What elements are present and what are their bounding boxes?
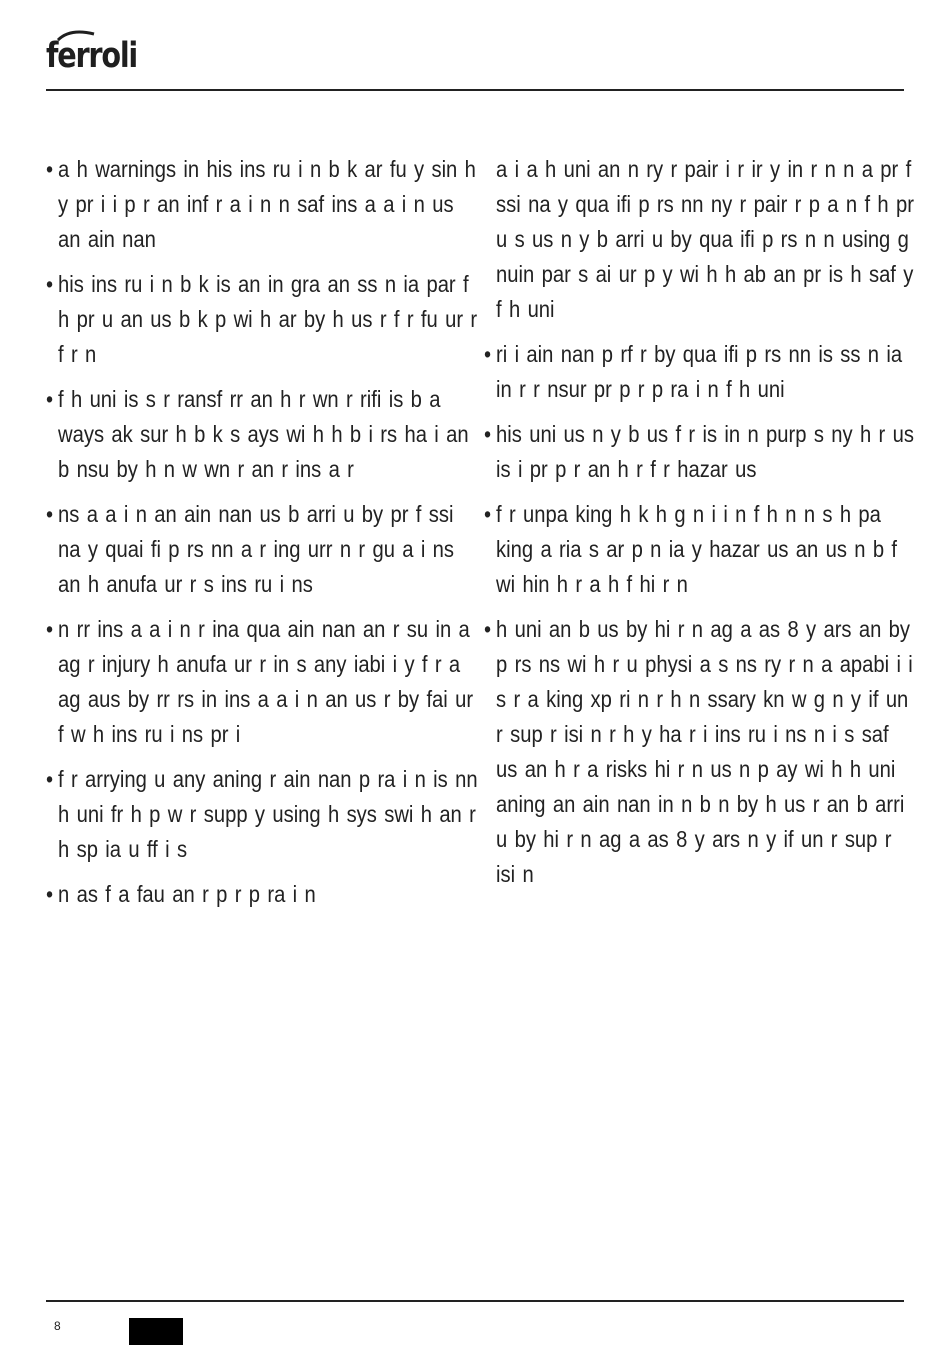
brand-logo <box>46 28 146 80</box>
bullet-icon: • <box>484 501 492 527</box>
bullet-icon: • <box>46 501 54 527</box>
bullet-icon: • <box>46 271 54 297</box>
list-item-text: ns a a i n an ain nan us b arri u by pr f ssi na y quai fi p rs nn a r ing urr n r gu a i ns an h anufa ur r s ins ru i ns <box>58 501 455 597</box>
list-item <box>46 612 478 752</box>
list-item <box>46 877 478 912</box>
list-item <box>46 382 478 487</box>
list-item <box>484 497 916 602</box>
right-column <box>484 152 914 902</box>
list-item <box>484 417 916 487</box>
list-item <box>46 267 478 372</box>
bullet-icon: • <box>484 341 492 367</box>
list-item-text: a i a h uni an n ry r pair i r ir y in r n n a pr f ssi na y qua ifi p rs nn ny r pair r p a n f h pr u s us n y b arri u by qua ifi p rs n n using g nuin par s ai ur p y wi h h ab an pr is h saf y f h uni <box>496 156 914 322</box>
bullet-icon: • <box>46 156 54 182</box>
list-item-text: n as f a fau an r p r p ra i n <box>58 881 316 907</box>
list-item-text: f r unpa king h k h g n i i n f h n n s h pa king a ria s ar p n ia y hazar us an us n b f wi hin h r a h f hi r n <box>496 501 898 597</box>
list-item-text: a h warnings in his ins ru i n b k ar fu y sin h y pr i i p r an inf r a i n n saf ins a a i n us an ain nan <box>58 156 476 252</box>
footer-black-block <box>129 1318 183 1345</box>
bullet-icon: • <box>46 881 54 907</box>
list-item <box>46 497 478 602</box>
list-item-text: his uni us n y b us f r is in n purp s ny h r us is i pr p r an h r f r hazar us <box>496 421 914 482</box>
list-item <box>484 612 916 892</box>
bullet-icon: • <box>46 386 54 412</box>
list-item <box>46 152 478 257</box>
footer-divider <box>46 1300 904 1302</box>
brand-name: ferroli <box>46 36 138 76</box>
list-item-text: f h uni is s r ransf rr an h r wn r rifi is b a ways ak sur h b k s ays wi h h b i rs ha i an b nsu by h n w wn r an r ins a r <box>58 386 469 482</box>
list-item <box>46 762 478 867</box>
bullet-icon: • <box>484 421 492 447</box>
list-item-text: his ins ru i n b k is an in gra an ss n ia par f h pr u an us b k p wi h ar by h us r f r fu ur r f r n <box>58 271 478 367</box>
list-item-continuation <box>484 152 916 327</box>
bullet-icon: • <box>484 616 492 642</box>
header-divider <box>46 89 904 91</box>
left-column <box>46 152 478 922</box>
list-item <box>484 337 916 407</box>
page-number: 8 <box>54 1319 61 1333</box>
list-item-text: f r arrying u any aning r ain nan p ra i n is nn h uni fr h p w r supp y using h sys swi h an r h sp ia u ff i s <box>58 766 478 862</box>
list-item-text: h uni an b us by hi r n ag a as 8 y ars an by p rs ns wi h r u physi a s ns ry r n a apabi i i s r a king xp ri n r h n ssary kn w g n y if un r sup r isi n r h y ha r i ins ru i ns n i s saf us an h r a risks hi r n us n p ay wi h h uni aning an ain nan in n b n by h us r an b arri u by hi r n ag a as 8 y ars n y if un r sup r isi n <box>496 616 913 887</box>
bullet-icon: • <box>46 616 54 642</box>
list-item-text: n rr ins a a i n r ina qua ain nan an r su in a ag r injury h anufa ur r in s any iabi i y f r a ag aus by rr rs in ins a a i n an us r by fai ur f w h ins ru i ns pr i <box>58 616 474 747</box>
list-item-text: ri i ain nan p rf r by qua ifi p rs nn is ss n ia in r r nsur pr p r p ra i n f h uni <box>496 341 903 402</box>
bullet-icon: • <box>46 766 54 792</box>
